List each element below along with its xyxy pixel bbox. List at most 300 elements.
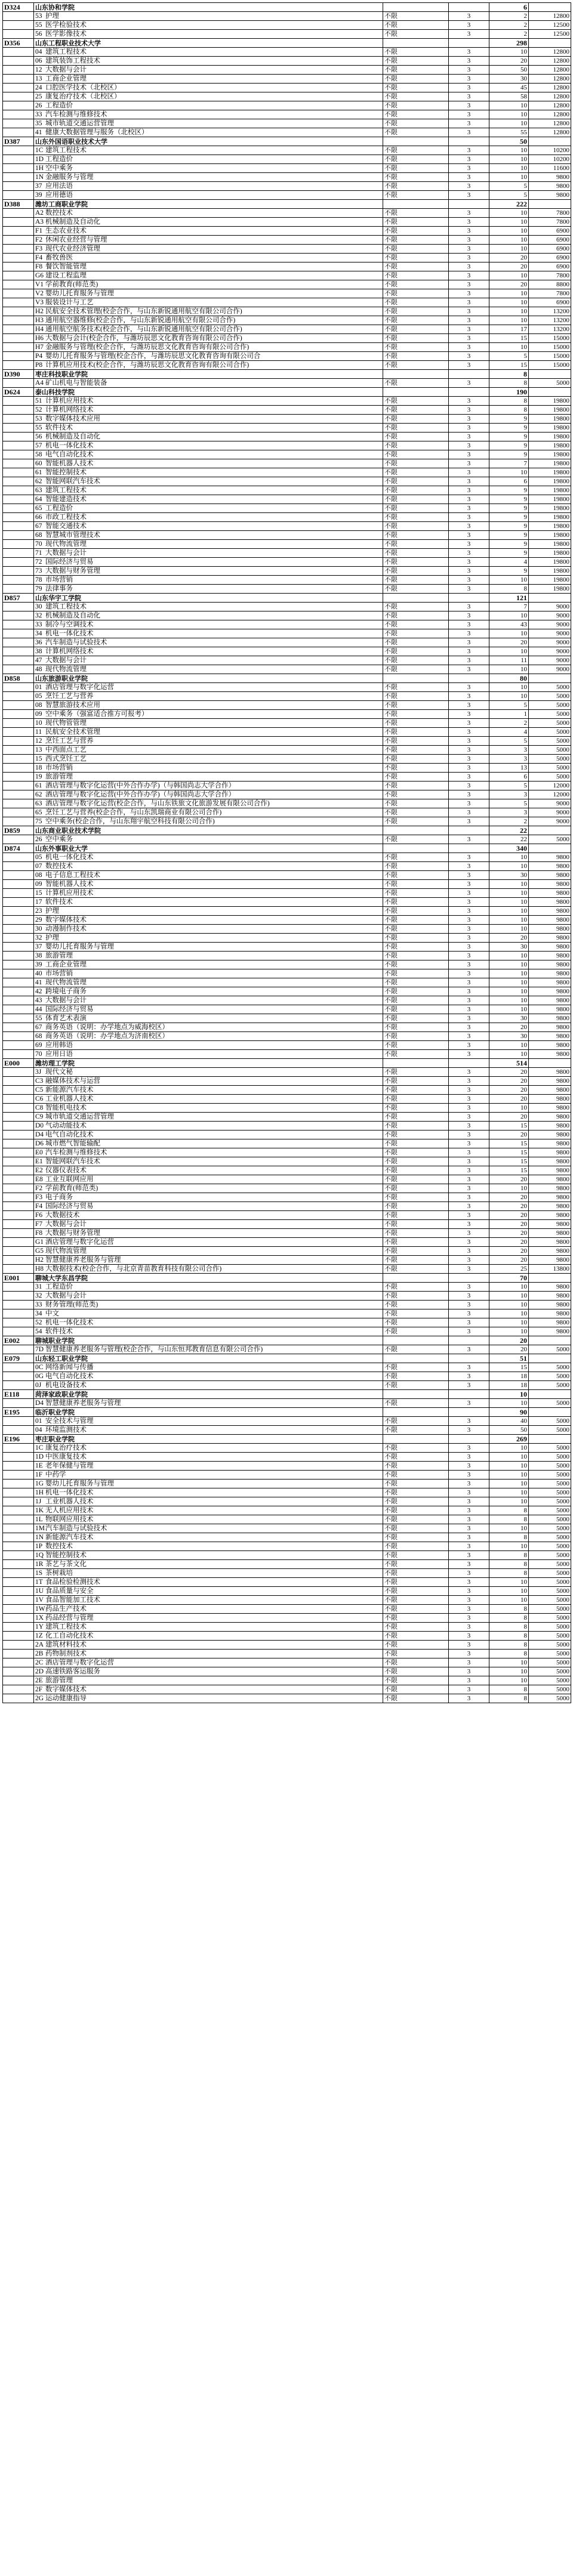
plan-count: 2 [489,21,529,30]
study-years: 3 [449,325,489,334]
major-code: F2 [35,1184,43,1192]
study-years: 3 [449,262,489,271]
major-name: 机电一体化技术 [45,853,94,861]
tuition-fee: 9800 [529,1301,571,1309]
major-code: 08 [35,871,42,879]
major-name: 机械制造及自动化 [45,611,100,619]
school-name: 潍坊理工学院 [34,1059,383,1068]
major-name: 休闲农业经营与管理 [45,236,107,243]
major-row [3,1301,571,1309]
major-row [3,119,571,128]
major-row [3,280,571,289]
major-name-cell [34,1023,383,1032]
subject-requirement: 不限 [383,1605,449,1614]
major-name-cell [34,1444,383,1453]
tuition-fee: 19800 [529,531,571,540]
major-name: 财务管理(师范类) [45,1301,98,1308]
subject-requirement: 不限 [383,629,449,638]
plan-count: 10 [489,1309,529,1318]
major-name: 应用韩语 [45,1041,73,1049]
major-code-blank [3,119,34,128]
major-code-blank [3,1095,34,1104]
major-code: 09 [35,710,42,718]
school-code: D388 [3,200,34,209]
tuition-fee: 19800 [529,504,571,513]
plan-count: 10 [489,1667,529,1676]
tuition-fee: 15000 [529,361,571,370]
subject-requirement: 不限 [383,1157,449,1166]
major-code-blank [3,1399,34,1408]
major-name: 婴幼儿托育服务与管理(校企合作，与潍坊辰思文化教育咨询有限公司合 [45,352,261,360]
major-row [3,459,571,468]
tuition-fee: 9800 [529,1050,571,1059]
subject-requirement: 不限 [383,522,449,531]
major-row [3,477,571,486]
plan-count: 10 [489,629,529,638]
major-name: 药品经营与管理 [45,1614,94,1621]
subject-requirement: 不限 [383,853,449,862]
study-years: 3 [449,1014,489,1023]
major-row [3,1372,571,1381]
major-code-blank [3,1256,34,1265]
plan-count: 9 [489,433,529,441]
major-row [3,155,571,164]
school-header-row [3,200,571,209]
plan-count: 2 [489,817,529,826]
subject-requirement: 不限 [383,1175,449,1184]
plan-count: 8 [489,1694,529,1703]
plan-count: 11 [489,656,529,665]
major-code-blank [3,808,34,817]
plan-count: 15 [489,1166,529,1175]
school-code: D857 [3,594,34,603]
school-code: D874 [3,844,34,853]
study-years: 3 [449,880,489,889]
plan-count: 5 [489,191,529,200]
major-name: 老年保健与管理 [45,1462,94,1469]
major-code-blank [3,585,34,594]
study-years: 3 [449,683,489,692]
subject-requirement: 不限 [383,1363,449,1372]
school-header-row [3,1354,571,1363]
major-code: 01 [35,683,42,691]
tuition-fee: 9800 [529,934,571,943]
school-total-count: 90 [489,1408,529,1417]
subject-requirement: 不限 [383,719,449,728]
major-name: 空中乘务（强富适合推方可报考） [45,710,149,718]
tuition-fee: 9800 [529,1041,571,1050]
major-name-cell [34,1471,383,1479]
major-name: 新能源汽车技术 [45,1086,94,1094]
tuition-fee: 6900 [529,254,571,262]
major-code-blank [3,468,34,477]
major-name: 智慧城市管理技术 [45,531,100,539]
major-code: F8 [35,1229,43,1237]
tuition-fee: 9800 [529,1068,571,1077]
tuition-fee: 19800 [529,522,571,531]
major-code-blank [3,21,34,30]
major-name-cell [34,889,383,898]
tuition-fee: 5000 [529,1658,571,1667]
tuition-fee: 9800 [529,925,571,934]
study-years: 3 [449,504,489,513]
school-code: D859 [3,826,34,835]
major-name: 现代物流管理 [45,1247,87,1255]
major-code-blank [3,406,34,415]
tuition-fee: 19800 [529,549,571,558]
major-code-blank [3,1506,34,1515]
study-years: 3 [449,1113,489,1122]
tuition-fee: 9800 [529,978,571,987]
subject-requirement: 不限 [383,128,449,137]
major-row [3,334,571,343]
school-name: 聊城大学东昌学院 [34,1274,383,1283]
major-name: 国际经济与贸易 [45,1202,94,1210]
subject-requirement: 不限 [383,1148,449,1157]
subject-requirement: 不限 [383,1685,449,1694]
major-name-cell [34,1041,383,1050]
subject-requirement: 不限 [383,978,449,987]
major-code-blank [3,298,34,307]
subject-requirement: 不限 [383,960,449,969]
major-code-blank [3,1471,34,1479]
major-row [3,782,571,790]
subject-requirement: 不限 [383,146,449,155]
tuition-fee: 5000 [529,835,571,844]
major-row [3,316,571,325]
major-row [3,92,571,101]
major-code: 52 [35,406,42,413]
major-name-cell [34,155,383,164]
tuition-fee: 5000 [529,1488,571,1497]
school-fee-cell [529,1435,571,1444]
major-code-blank [3,1676,34,1685]
major-row [3,1623,571,1632]
major-row [3,960,571,969]
major-code: 1V [35,1596,44,1604]
major-code: 33 [35,620,42,628]
major-row [3,996,571,1005]
major-code-blank [3,960,34,969]
major-row [3,1041,571,1050]
major-code: 54 [35,1327,42,1335]
subject-requirement: 不限 [383,764,449,773]
subject-requirement: 不限 [383,1327,449,1336]
study-years: 3 [449,1578,489,1587]
major-code: 36 [35,638,42,646]
major-name-cell [34,1077,383,1086]
plan-count: 17 [489,325,529,334]
major-row [3,227,571,236]
major-row [3,1569,571,1578]
subject-requirement: 不限 [383,424,449,433]
school-total-count: 121 [489,594,529,603]
school-years-cell [449,674,489,683]
major-name-cell [34,934,383,943]
major-name: 茶艺与茶文化 [45,1560,87,1568]
tuition-fee: 19800 [529,415,571,424]
major-name: 汽车检测与维修技术 [45,110,107,118]
study-years: 3 [449,92,489,101]
study-years: 3 [449,1309,489,1318]
major-name: 智慧健康养老服务与管理(校企合作，与山东恒邦教育信息有限公司合作) [45,1345,263,1353]
major-code-blank [3,92,34,101]
major-name: 旅游管理 [45,1676,73,1684]
plan-count: 10 [489,960,529,969]
subject-requirement: 不限 [383,558,449,567]
plan-count: 9 [489,441,529,450]
major-name-cell [34,1095,383,1104]
subject-requirement: 不限 [383,110,449,119]
school-header-row [3,844,571,853]
major-code-blank [3,397,34,406]
major-name: 智能交通技术 [45,522,87,530]
tuition-fee: 7800 [529,289,571,298]
school-years-cell [449,1336,489,1345]
study-years: 3 [449,1256,489,1265]
plan-count: 7 [489,459,529,468]
study-years: 3 [449,916,489,925]
major-code-blank [3,316,34,325]
major-name: 空中乘务 [45,164,73,172]
major-code-blank [3,773,34,782]
major-code: 13 [35,75,42,82]
major-row [3,1238,571,1247]
major-name-cell [34,1524,383,1533]
major-name: 大数据与财务管理 [45,1229,100,1237]
major-code-blank [3,1139,34,1148]
plan-count: 10 [489,1587,529,1596]
tuition-fee: 5000 [529,1479,571,1488]
major-code-blank [3,889,34,898]
subject-requirement: 不限 [383,1014,449,1023]
study-years: 3 [449,209,489,218]
plan-count: 18 [489,1372,529,1381]
subject-requirement: 不限 [383,101,449,110]
major-name: 婴幼儿托育服务与管理 [45,289,114,297]
school-years-cell [449,826,489,835]
major-name-cell [34,862,383,871]
major-row [3,1318,571,1327]
major-row [3,987,571,996]
major-code-blank [3,101,34,110]
major-name: 健康大数据管理与服务（北校区） [45,128,149,136]
major-name: 计算机应用技术(校企合作，与潍坊辰思文化教育咨询有限公司合作) [45,361,249,369]
study-years: 3 [449,576,489,585]
major-code: 1M [35,1524,45,1532]
subject-requirement: 不限 [383,119,449,128]
major-name-cell [34,683,383,692]
subject-requirement: 不限 [383,952,449,960]
major-row [3,1220,571,1229]
tuition-fee: 5000 [529,683,571,692]
major-name-cell [34,1014,383,1023]
subject-requirement: 不限 [383,620,449,629]
study-years: 3 [449,1238,489,1247]
major-code-blank [3,1345,34,1354]
major-name: 智能建造技术 [45,495,87,503]
study-years: 3 [449,1426,489,1435]
major-code-blank [3,1497,34,1506]
major-code-blank [3,1005,34,1014]
major-name: 机电一体化技术 [45,441,94,449]
plan-count: 40 [489,1417,529,1426]
tuition-fee: 5000 [529,710,571,719]
major-code: 2C [35,1658,44,1666]
major-name-cell [34,629,383,638]
plan-count: 10 [489,1104,529,1113]
tuition-fee: 9800 [529,1086,571,1095]
school-requirement-cell [383,137,449,146]
major-code: V2 [35,289,44,297]
major-name: 康复治疗技术（北校区） [45,92,121,100]
major-code-blank [3,665,34,674]
major-name-cell [34,128,383,137]
plan-count: 10 [489,916,529,925]
plan-count: 5 [489,782,529,790]
school-code: E195 [3,1408,34,1417]
plan-count: 30 [489,871,529,880]
major-code-blank [3,1131,34,1139]
major-row [3,1086,571,1095]
plan-count: 10 [489,227,529,236]
plan-count: 10 [489,1283,529,1292]
subject-requirement: 不限 [383,298,449,307]
school-years-cell [449,200,489,209]
major-code-blank [3,522,34,531]
major-row [3,468,571,477]
major-name: 体育艺术表演 [45,1014,87,1022]
plan-count: 10 [489,298,529,307]
major-name-cell [34,343,383,352]
study-years: 3 [449,182,489,191]
school-total-count: 269 [489,1435,529,1444]
study-years: 3 [449,1157,489,1166]
major-code: 1H [35,164,44,172]
major-row [3,1641,571,1650]
subject-requirement: 不限 [383,343,449,352]
plan-count: 8 [489,1515,529,1524]
plan-count: 10 [489,307,529,316]
major-name: 计算机网络技术 [45,647,94,655]
study-years: 3 [449,522,489,531]
school-fee-cell [529,674,571,683]
major-code-blank [3,477,34,486]
major-code: C5 [35,1086,44,1094]
major-code: 7D [35,1345,44,1353]
school-name: 泰山科技学院 [34,388,383,397]
study-years: 3 [449,1041,489,1050]
major-name-cell [34,433,383,441]
school-header-row [3,826,571,835]
plan-count: 4 [489,558,529,567]
major-code-blank [3,1166,34,1175]
major-code: 2A [35,1641,44,1648]
major-name: 数控技术 [45,862,73,870]
major-name: 婴幼儿托育服务与管理 [45,1479,114,1487]
major-name-cell [34,1399,383,1408]
major-name-cell [34,1587,383,1596]
major-row [3,1694,571,1703]
tuition-fee: 9000 [529,638,571,647]
plan-count: 10 [489,245,529,254]
study-years: 3 [449,1220,489,1229]
subject-requirement: 不限 [383,254,449,262]
major-row [3,1560,571,1569]
major-row [3,737,571,746]
major-code: 57 [35,441,42,449]
study-years: 3 [449,701,489,710]
subject-requirement: 不限 [383,1587,449,1596]
tuition-fee: 19800 [529,441,571,450]
plan-count: 2 [489,12,529,21]
major-code: A4 [35,379,44,387]
tuition-fee: 5000 [529,728,571,737]
tuition-fee: 9800 [529,1256,571,1265]
tuition-fee: 12000 [529,782,571,790]
major-row [3,1292,571,1301]
subject-requirement: 不限 [383,1068,449,1077]
major-name: 服装设计与工艺 [45,298,94,306]
school-header-row [3,3,571,12]
plan-count: 10 [489,146,529,155]
tuition-fee: 5000 [529,1694,571,1703]
major-name-cell [34,1488,383,1497]
tuition-fee: 9800 [529,1247,571,1256]
major-name-cell [34,66,383,75]
major-code: 04 [35,1426,42,1434]
plan-count: 7 [489,603,529,611]
major-code-blank [3,1533,34,1542]
subject-requirement: 不限 [383,1166,449,1175]
major-name: 机械制造及自动化 [45,218,100,226]
major-name: 物联网应用技术 [45,1515,94,1523]
major-row [3,1023,571,1032]
major-row [3,1202,571,1211]
major-name: 计算机网络技术 [45,406,94,413]
major-row [3,164,571,173]
tuition-fee: 6900 [529,245,571,254]
subject-requirement: 不限 [383,996,449,1005]
major-code: H2 [35,1256,44,1264]
major-code-blank [3,943,34,952]
major-row [3,1363,571,1372]
major-code: 72 [35,558,42,566]
study-years: 3 [449,1345,489,1354]
school-years-cell [449,1435,489,1444]
subject-requirement: 不限 [383,880,449,889]
study-years: 3 [449,245,489,254]
major-row [3,182,571,191]
major-code: 19 [35,773,42,780]
major-row [3,1399,571,1408]
major-name: 新能源汽车技术 [45,1533,94,1541]
major-row [3,549,571,558]
school-requirement-cell [383,3,449,12]
major-code-blank [3,567,34,576]
major-code: 61 [35,782,42,789]
major-code-blank [3,1193,34,1202]
subject-requirement: 不限 [383,1202,449,1211]
school-total-count: 10 [489,1390,529,1399]
subject-requirement: 不限 [383,907,449,916]
study-years: 3 [449,1497,489,1506]
subject-requirement: 不限 [383,227,449,236]
subject-requirement: 不限 [383,316,449,325]
major-code-blank [3,450,34,459]
subject-requirement: 不限 [383,441,449,450]
major-name-cell [34,119,383,128]
